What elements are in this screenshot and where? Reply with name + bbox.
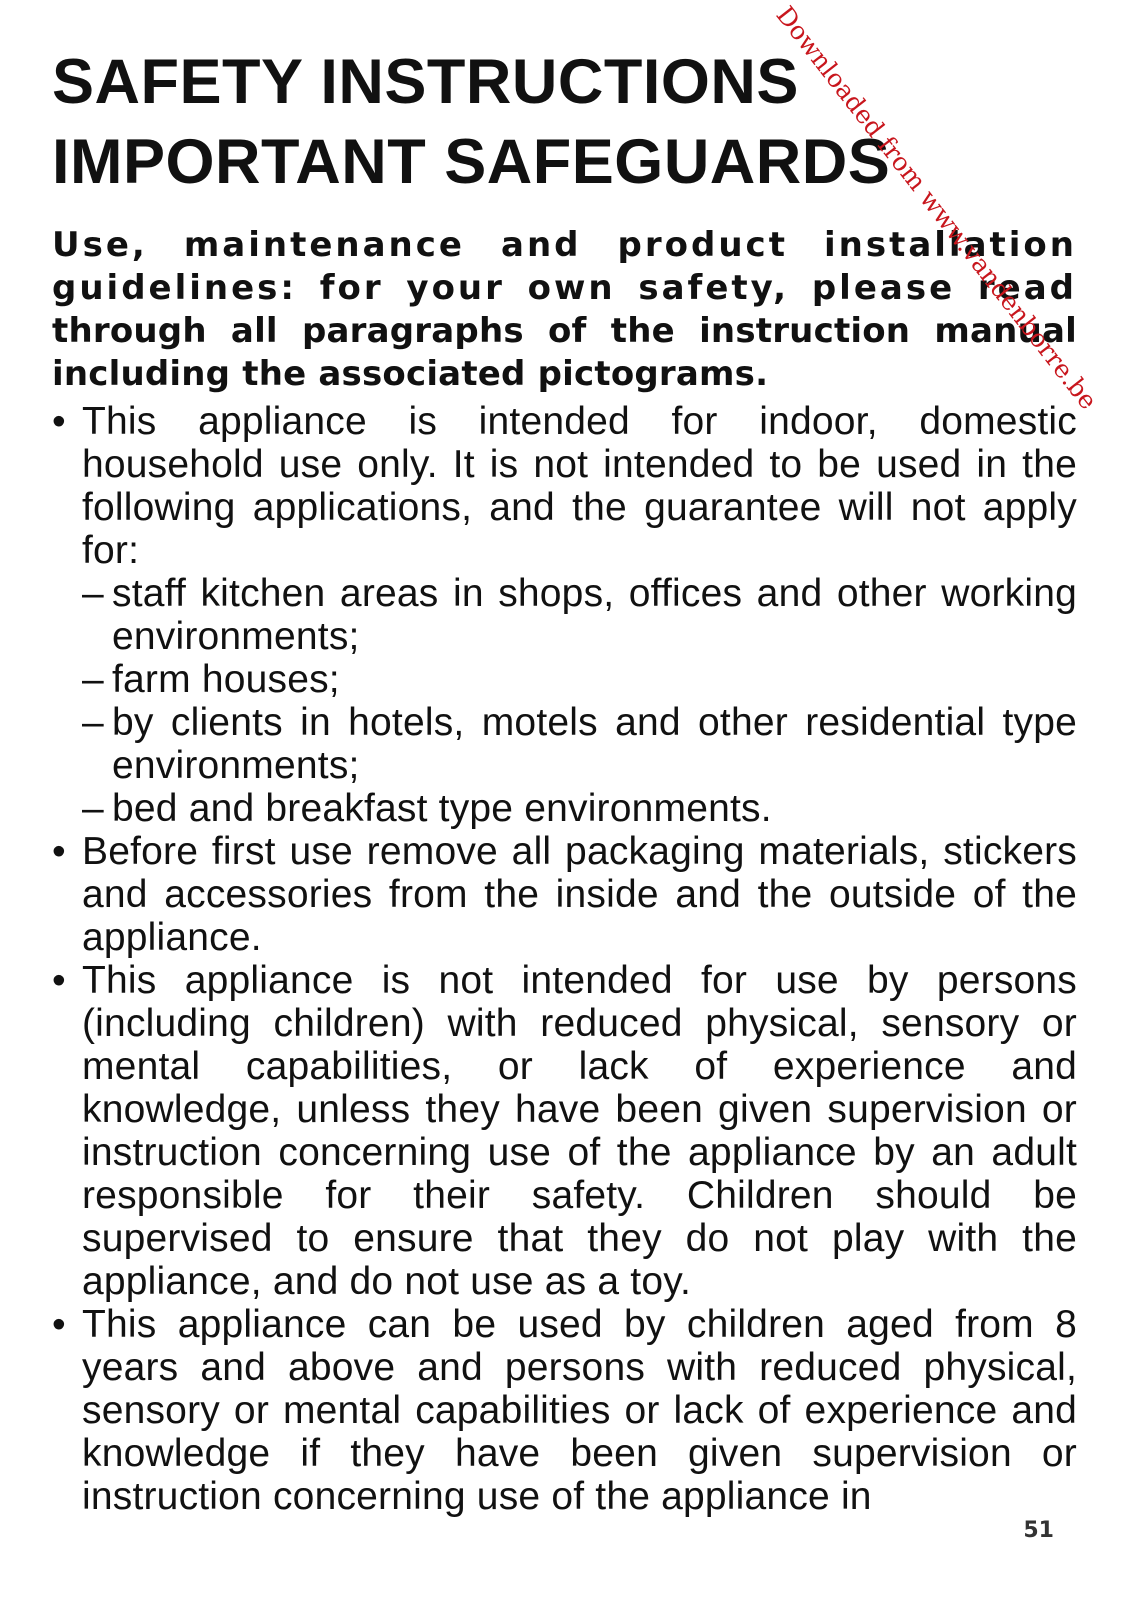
sub-list-item: – bed and breakfast type environments. — [82, 787, 1077, 830]
safety-list — [52, 400, 1077, 1518]
title-line-2: IMPORTANT SAFEGUARDS — [52, 127, 891, 197]
list-item-text: This appliance is not intended for use by persons (including children) with reduced physical, sensory or mental capabilities, or lack of experience and knowledge, unless they have been given supervision or instruction concerning use of the appliance by an adult responsible for their safety. Children should be supervised to ensure that they do not play with the appliance, and do not use as a toy. — [82, 959, 1077, 1303]
intro-line-2: through all paragraphs of the instruction manual including the associated pictograms. — [52, 311, 1077, 394]
page-title — [52, 42, 1077, 202]
sub-list-item: – by clients in hotels, motels and other residential type environments; — [82, 701, 1077, 787]
list-item-text: Before first use remove all packaging materials, stickers and accessories from the inside and the outside of the appliance. — [82, 830, 1077, 959]
title-line-1: SAFETY INSTRUCTIONS — [52, 47, 799, 117]
sub-list — [82, 572, 1077, 830]
list-item-text: This appliance can be used by children aged from 8 years and above and persons with reduced physical, sensory or mental capabilities or lack of experience and knowledge if they have been given supervision or instruction concerning use of the appliance in — [82, 1303, 1077, 1518]
sub-list-item: – staff kitchen areas in shops, offices and other working environments; — [82, 572, 1077, 658]
download-watermark: Downloaded from www.vandenborre.be — [770, 0, 1103, 415]
page-number: 51 — [1023, 1518, 1054, 1543]
document-page — [52, 42, 1077, 1518]
list-item — [52, 830, 1077, 959]
list-item-text: This appliance is intended for indoor, domestic household use only. It is not intended to be used in the following applications, and the guarantee will not apply for: — [82, 400, 1077, 572]
list-item — [52, 1303, 1077, 1518]
sub-list-item: – farm houses; — [82, 658, 1077, 701]
list-item — [52, 959, 1077, 1303]
intro-line-1: Use, maintenance and product installation guidelines: for your own safety, please read — [52, 225, 1077, 308]
intro-paragraph — [52, 224, 1077, 396]
list-item — [52, 400, 1077, 830]
